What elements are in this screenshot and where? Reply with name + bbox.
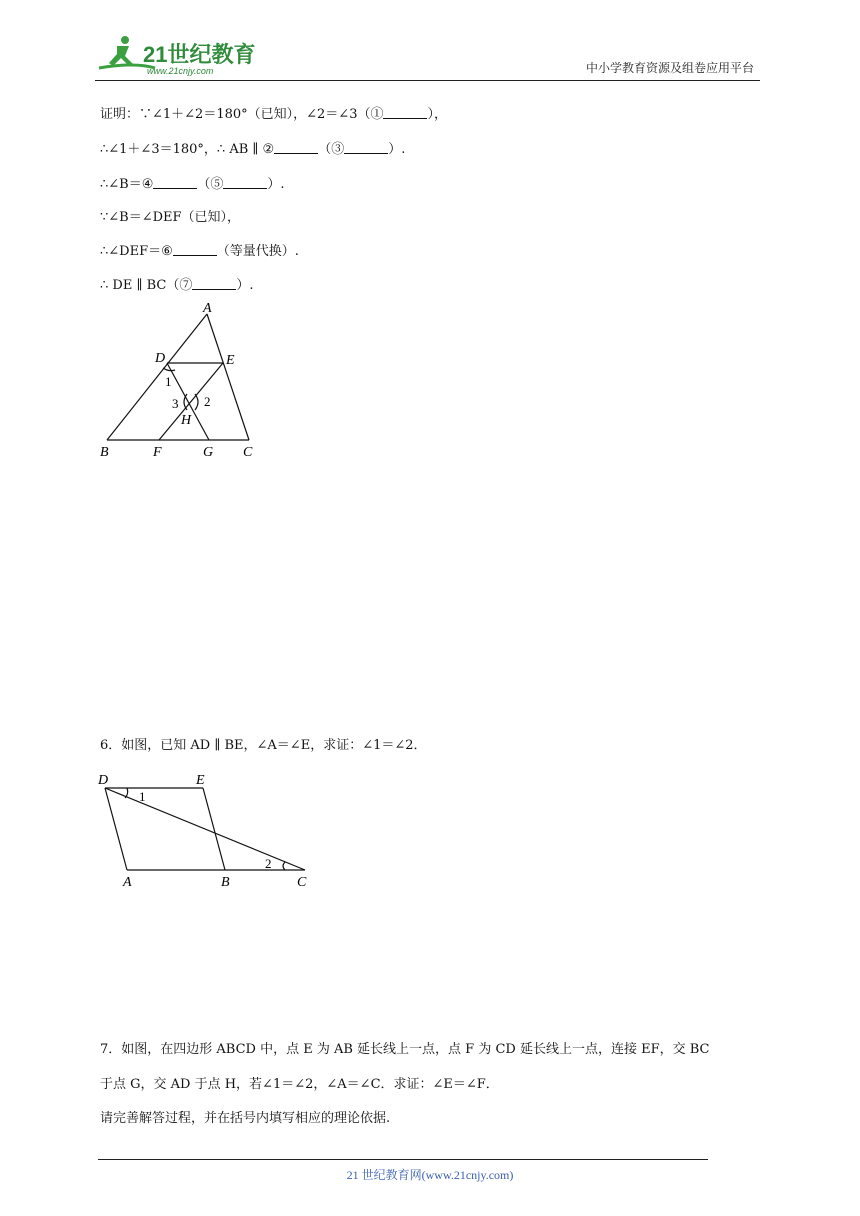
label-e: E <box>196 773 205 788</box>
label-f: F <box>153 445 162 460</box>
label-b: B <box>100 445 109 460</box>
answer-blank-4 <box>153 176 197 189</box>
label-e: E <box>226 353 235 368</box>
angle-arc-2 <box>283 862 285 870</box>
proof-line-1: 证明：∵∠1＋∠2＝180°（已知），∠2＝∠3（① ）， <box>100 107 447 122</box>
label-g: G <box>203 445 214 460</box>
question-7-line-3: 请完善解答过程，并在括号内填写相应的理论依据. <box>100 1111 391 1126</box>
figure-triangle-abc <box>95 298 270 466</box>
label-a: A <box>123 875 132 890</box>
footer-text: 21 世纪教育网(www.21cnjy.com) <box>346 1168 514 1182</box>
segment-ac <box>207 314 249 440</box>
label-h: H <box>181 413 192 428</box>
svg-text:21世纪教育: 21世纪教育 <box>143 42 256 67</box>
svg-text:www.21cnjy.com: www.21cnjy.com <box>147 66 214 76</box>
proof-line-4: ∵∠B＝∠DEF（已知）， <box>100 210 241 225</box>
segment-ab <box>107 314 207 440</box>
question-7-line-2: 于点 G，交 AD 于点 H，若∠1＝∠2，∠A＝∠C．求证：∠E＝∠F． <box>100 1077 499 1092</box>
answer-blank-1 <box>383 106 427 119</box>
angle-label-1: 1 <box>165 374 172 389</box>
answer-blank-2 <box>274 141 318 154</box>
page-header <box>95 28 760 81</box>
proof-line-2: ∴∠1＋∠3＝180°，∴ AB ∥ ② （③ ）. <box>100 142 406 157</box>
label-d: D <box>98 773 109 788</box>
proof-line-5: ∴∠DEF＝⑥ （等量代换）. <box>100 244 299 259</box>
figure-quadrilateral-de <box>95 766 320 894</box>
label-a: A <box>203 301 212 316</box>
question-7-line-1: 7．如图，在四边形 ABCD 中，点 E 为 AB 延长线上一点，点 F 为 CD 延长线上一点，连接 EF，交 BC <box>100 1042 710 1057</box>
label-c: C <box>297 875 307 890</box>
angle-label-3: 3 <box>172 396 179 411</box>
footer-divider <box>98 1159 708 1160</box>
segment-dc <box>105 788 305 870</box>
header-platform-text: 中小学教育资源及组卷应用平台 <box>585 61 754 75</box>
label-c: C <box>243 445 253 460</box>
angle-label-1: 1 <box>139 789 146 804</box>
label-d: D <box>155 351 166 366</box>
answer-blank-6 <box>173 243 217 256</box>
question-6-text: 6．如图，已知 AD ∥ BE，∠A＝∠E，求证：∠1＝∠2． <box>100 738 427 753</box>
angle-arc-1 <box>163 368 175 371</box>
answer-blank-7 <box>192 277 236 290</box>
label-b: B <box>221 875 230 890</box>
answer-blank-3 <box>344 141 388 154</box>
segment-da <box>105 788 127 870</box>
answer-blank-5 <box>223 176 267 189</box>
logo-21cnjy <box>95 34 265 76</box>
angle-label-2: 2 <box>265 856 272 871</box>
proof-line-6: ∴ DE ∥ BC（⑦ ）. <box>100 278 254 293</box>
angle-label-2: 2 <box>204 394 211 409</box>
proof-line-3: ∴∠B＝④ （⑤ ）. <box>100 177 285 192</box>
